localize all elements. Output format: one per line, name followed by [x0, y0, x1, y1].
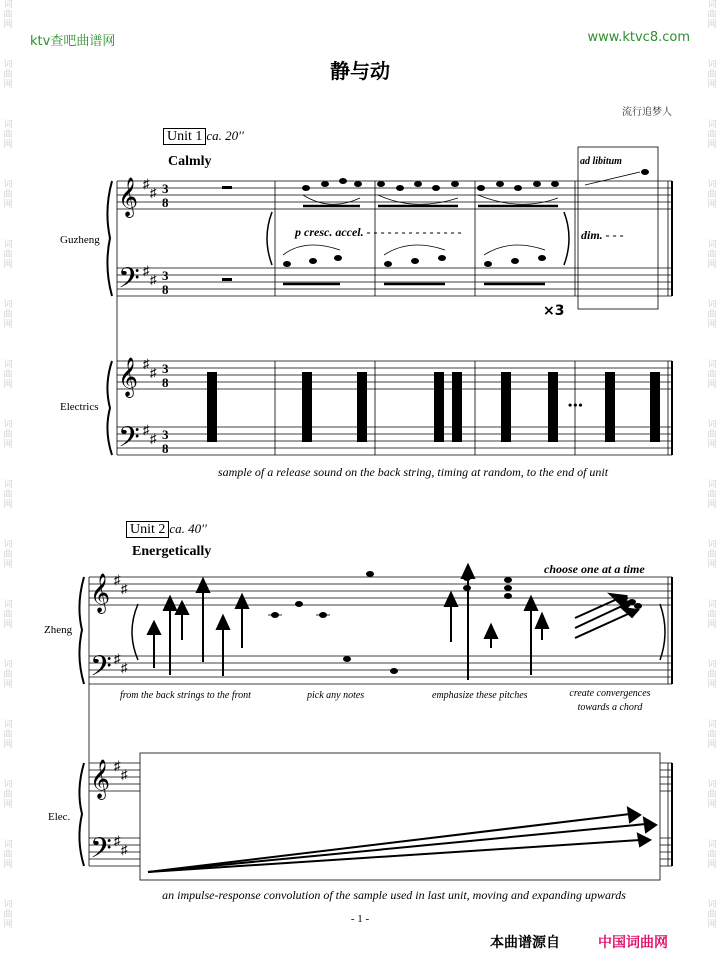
svg-text:𝄞: 𝄞	[118, 179, 139, 216]
footer-source-site: 中国词曲网	[598, 935, 668, 951]
watermark-char: 曲	[707, 730, 717, 740]
watermark-char: 曲	[3, 430, 13, 440]
svg-text:♯: ♯	[121, 842, 128, 857]
watermark-char: 曲	[3, 850, 13, 860]
watermark-char: 曲	[3, 10, 13, 20]
watermark-char: 网	[3, 440, 13, 450]
svg-text:♯: ♯	[150, 272, 157, 287]
watermark-char: 曲	[707, 430, 717, 440]
watermark-char: 词	[3, 540, 13, 550]
svg-text:𝄢: 𝄢	[90, 652, 112, 689]
watermark-char: 网	[3, 740, 13, 750]
dots-marking: •••	[568, 398, 584, 412]
watermark-char: 曲	[3, 730, 13, 740]
svg-text:♯: ♯	[121, 660, 128, 675]
watermark-char: 词	[3, 360, 13, 370]
svg-text:3: 3	[162, 427, 169, 442]
watermark-char: 曲	[3, 610, 13, 620]
watermark-char: 网	[707, 500, 717, 510]
watermark-char: 曲	[707, 10, 717, 20]
unit2-clefs	[90, 574, 112, 871]
watermark-char: 曲	[707, 610, 717, 620]
watermark-char: 曲	[3, 130, 13, 140]
svg-text:♯: ♯	[121, 581, 128, 596]
svg-text:𝄢: 𝄢	[118, 423, 140, 460]
svg-text:♯: ♯	[150, 365, 157, 380]
watermark-char: 网	[707, 920, 717, 930]
watermark-char: 网	[3, 200, 13, 210]
svg-text:𝄢: 𝄢	[90, 834, 112, 871]
svg-text:♯: ♯	[114, 572, 121, 587]
instruction-pick-notes: pick any notes	[307, 690, 365, 701]
watermark-char: 网	[3, 320, 13, 330]
unit2-key-sharps	[114, 572, 128, 857]
choose-one: choose one at a time	[544, 562, 645, 576]
unit2-zheng-treble-staff	[89, 577, 672, 605]
watermark-char: 词	[3, 600, 13, 610]
unit2-tempo: Energetically	[132, 544, 212, 559]
watermark-char: 词	[707, 840, 717, 850]
watermark-char: 网	[707, 680, 717, 690]
instruction-emphasize: emphasize these pitches	[432, 690, 528, 701]
watermark-char: 曲	[3, 910, 13, 920]
header-site-right: www.ktvc8.com	[587, 30, 690, 45]
watermark-char: 曲	[707, 550, 717, 560]
watermark-char: 词	[707, 660, 717, 670]
watermark-char: 曲	[707, 490, 717, 500]
instruction-convergences: create convergences	[569, 688, 651, 699]
svg-text:𝄞: 𝄞	[90, 575, 111, 612]
watermark-char: 网	[707, 140, 717, 150]
watermark-char: 网	[707, 200, 717, 210]
watermark-char: 曲	[707, 190, 717, 200]
unit2-duration: ca. 40''	[169, 521, 207, 536]
watermark-char: 词	[3, 900, 13, 910]
watermark-char: 网	[707, 740, 717, 750]
watermark-char: 曲	[707, 850, 717, 860]
watermark-char: 网	[707, 80, 717, 90]
page-title: 静与动	[330, 59, 390, 83]
watermark-char: 词	[707, 600, 717, 610]
guzheng-label: Guzheng	[60, 234, 100, 246]
watermark-char: 词	[3, 480, 13, 490]
svg-text:𝄞: 𝄞	[118, 359, 139, 396]
watermark-char: 网	[3, 20, 13, 30]
composer: 流行追梦人	[622, 107, 672, 118]
unit1-duration: ca. 20''	[206, 128, 244, 143]
watermark-char: 曲	[707, 370, 717, 380]
watermark-char: 曲	[3, 670, 13, 680]
svg-text:♯: ♯	[150, 185, 157, 200]
watermark-char: 词	[3, 660, 13, 670]
svg-text:3: 3	[162, 181, 169, 196]
watermark-char: 词	[3, 780, 13, 790]
unit2-label: Unit 2	[126, 521, 169, 538]
svg-text:♯: ♯	[143, 422, 150, 437]
unit1-dynamics: p cresc. accel. - - - - - - - - - - - - - -	[295, 225, 462, 239]
watermark-char: 词	[707, 780, 717, 790]
instruction-chord: towards a chord	[577, 702, 643, 713]
svg-text:8: 8	[162, 375, 169, 390]
watermark-char: 网	[707, 800, 717, 810]
watermark-char: 词	[3, 840, 13, 850]
svg-text:3: 3	[162, 268, 169, 283]
watermark-char: 网	[3, 380, 13, 390]
svg-text:♯: ♯	[143, 356, 150, 371]
watermark-char: 曲	[3, 310, 13, 320]
dim-marking: dim. - - -	[581, 228, 624, 242]
svg-text:3: 3	[162, 361, 169, 376]
watermark-char: 网	[3, 140, 13, 150]
svg-text:♯: ♯	[114, 833, 121, 848]
watermark-char: 词	[707, 0, 717, 10]
page-number: - 1 -	[350, 913, 370, 925]
watermark-char: 词	[707, 360, 717, 370]
unit1-label: Unit 1	[163, 128, 206, 145]
svg-text:8: 8	[162, 282, 169, 297]
watermark-char: 词	[3, 180, 13, 190]
watermark-char: 网	[3, 560, 13, 570]
svg-text:𝄢: 𝄢	[118, 264, 140, 301]
svg-text:♯: ♯	[143, 176, 150, 191]
watermark-char: 词	[3, 120, 13, 130]
watermark-char: 网	[3, 680, 13, 690]
watermark-char: 网	[3, 620, 13, 630]
watermark-char: 曲	[707, 670, 717, 680]
watermark-char: 曲	[707, 130, 717, 140]
watermark-char: 网	[707, 260, 717, 270]
watermark-char: 网	[707, 320, 717, 330]
watermark-char: 词	[707, 300, 717, 310]
watermark-char: 网	[707, 440, 717, 450]
watermark-char: 词	[707, 720, 717, 730]
watermark-char: 网	[3, 260, 13, 270]
watermark-char: 网	[707, 380, 717, 390]
watermark-char: 曲	[3, 190, 13, 200]
svg-text:♯: ♯	[114, 758, 121, 773]
watermark-char: 网	[3, 920, 13, 930]
watermark-char: 词	[3, 420, 13, 430]
electrics-label: Electrics	[60, 401, 99, 413]
watermark-char: 曲	[3, 490, 13, 500]
watermark-char: 曲	[3, 250, 13, 260]
zheng-label: Zheng	[44, 624, 73, 636]
watermark-char: 词	[707, 480, 717, 490]
watermark-char: 网	[707, 620, 717, 630]
svg-text:♯: ♯	[143, 263, 150, 278]
watermark-char: 词	[3, 720, 13, 730]
watermark-char: 词	[3, 60, 13, 70]
instruction-back-strings: from the back strings to the front	[120, 690, 251, 701]
watermark-char: 词	[707, 60, 717, 70]
watermark-char: 曲	[3, 70, 13, 80]
watermark-char: 曲	[3, 790, 13, 800]
unit2-caption: an impulse-response convolution of the sample used in last unit, moving and expanding upwards	[162, 888, 626, 902]
svg-text:♯: ♯	[150, 431, 157, 446]
watermark-char: 词	[3, 300, 13, 310]
unit1-caption: sample of a release sound on the back string, timing at random, to the end of unit	[217, 465, 609, 479]
watermark-char: 词	[707, 540, 717, 550]
watermark-char: 词	[707, 180, 717, 190]
watermark-char: 网	[707, 860, 717, 870]
svg-text:♯: ♯	[114, 651, 121, 666]
watermark-char: 词	[707, 420, 717, 430]
watermark-char: 词	[3, 240, 13, 250]
watermark-char: 曲	[3, 370, 13, 380]
watermark-char: 网	[707, 20, 717, 30]
svg-text:♯: ♯	[121, 767, 128, 782]
watermark-char: 曲	[707, 250, 717, 260]
svg-text:8: 8	[162, 441, 169, 456]
watermark-char: 网	[707, 560, 717, 570]
watermark-char: 曲	[3, 550, 13, 560]
watermark-char: 网	[3, 500, 13, 510]
watermark-char: 曲	[707, 310, 717, 320]
watermark-char: 网	[3, 860, 13, 870]
watermark-char: 曲	[707, 70, 717, 80]
watermark-char: 词	[707, 240, 717, 250]
watermark-char: 词	[707, 120, 717, 130]
svg-text:8: 8	[162, 195, 169, 210]
unit1-tempo: Calmly	[168, 154, 212, 169]
footer-source-text: 本曲谱源自	[490, 935, 560, 951]
header-site-left: ktv查吧曲谱网	[30, 34, 116, 49]
watermark-char: 网	[3, 80, 13, 90]
watermark-char: 网	[3, 800, 13, 810]
svg-text:𝄞: 𝄞	[90, 761, 111, 798]
watermark-char: 词	[707, 900, 717, 910]
repeat-marking: ×3	[543, 303, 565, 319]
ad-libitum: ad libitum	[580, 156, 622, 167]
unit2-zheng-bass-staff	[89, 656, 672, 684]
watermark-char: 词	[3, 0, 13, 10]
watermark-char: 曲	[707, 910, 717, 920]
elec-label: Elec.	[48, 811, 71, 823]
watermark-char: 曲	[707, 790, 717, 800]
